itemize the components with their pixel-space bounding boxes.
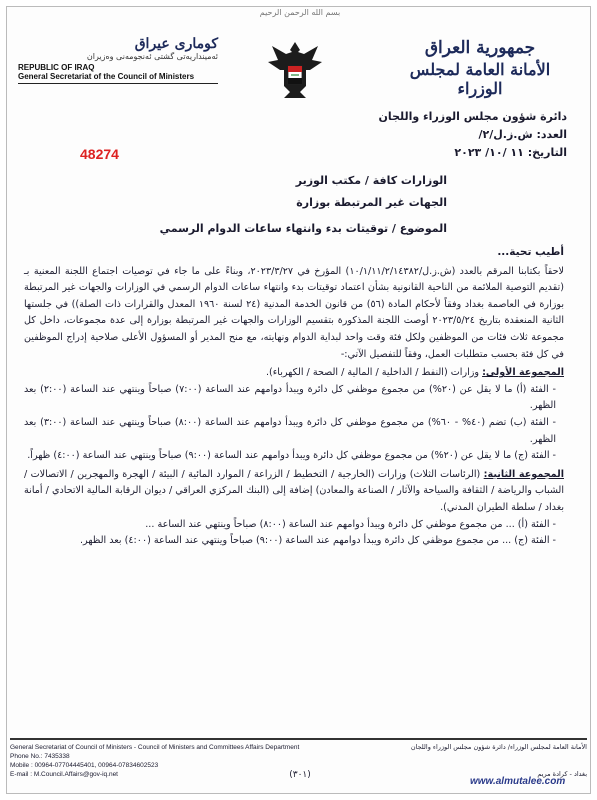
header-republic-ar: جمهورية العراق	[424, 38, 536, 58]
header-republic-en: REPUBLIC OF IRAQ	[18, 63, 95, 72]
page-number: (٣٠١)	[289, 770, 311, 780]
footer-mobile: Mobile : 00964-07704445401, 00964-07834602523	[10, 762, 159, 769]
addressee-line-1: الوزارات كافة / مكتب الوزير	[295, 174, 447, 187]
footer-phone: Phone No.: 7435338	[10, 753, 70, 760]
letter-body	[24, 244, 564, 550]
footer-address-ar: بغداد - كرادة مريم	[537, 770, 587, 778]
header-secretariat-ar: الأمانة العامة لمجلس الوزراء	[409, 60, 551, 98]
department-block	[379, 108, 567, 162]
addressee-line-2: الجهات غير المرتبطة بوزارة	[296, 196, 447, 209]
header-kurdish-title: كومارى عيراق	[134, 36, 218, 52]
footer-dept-ar: الأمانة العامة لمجلس الوزراء/ دائرة شؤون مجلس الوزراء واللجان	[410, 743, 587, 751]
department-name: دائرة شؤون مجلس الوزراء واللجان	[378, 110, 567, 123]
serial-number: 48274	[80, 146, 119, 162]
group-1-heading	[24, 365, 564, 382]
header-left	[18, 36, 218, 84]
footer-dept-en: General Secretariat of Council of Ministers - Council of Ministers and Committees Affairs Department	[10, 744, 300, 751]
group-2-category-c: - الفئة (ج) ... من مجموع موظفي كل دائرة ويبدأ دوامهم عند الساعة (٩:٠٠) صباحاً وينتهي عند الساعة (٤:٠٠) بعد الظهر.	[80, 535, 556, 547]
greeting: أطيب تحية...	[497, 246, 564, 258]
group-1-category-c: - الفئة (ج) ما لا يقل عن (٢٠%) من مجموع موظفي كل دائرة ويبدأ دوامهم عند الساعة (٩:٠٠) صباحاً وينتهي عند الساعة (٤:٠٠) ظهراً.	[27, 450, 556, 462]
site-watermark: www.almutalee.com	[470, 776, 566, 787]
footer-row-3	[10, 761, 587, 770]
group-1-category-a: - الفئة (أ) ما لا يقل عن (٢٠%) من مجموع موظفي كل دائرة ويبدأ دوامهم عند الساعة (٧:٠٠) صباحاً وينتهي عند الساعة (٢:٠٠) بعد الظهر.	[24, 383, 556, 412]
group-2-title: المجموعة الثانية:	[483, 468, 564, 480]
group-2-members: (الرئاسات الثلاث) وزارات (الخارجية / التخطيط / الزراعة / الموارد المائية / البيئة / الهجرة والمهجرين / الاتصالات / الشباب والرياضة / الثقافة والسياحة والآثار / الصناعة والمعادن) إضافة إلى (البنك المركزي العراقي / ديوان الرقابة المالية الاتحادي / أمانة بغداد / سلطة الطيران المدني).	[24, 468, 564, 513]
group-2-category-a: - الفئة (أ) ... من مجموع موظفي كل دائرة ويبدأ دوامهم عند الساعة (٨:٠٠) صباحاً وينتهي عند الساعة ...	[145, 518, 556, 530]
group-1-members: وزارات (النفط / الداخلية / المالية / الصحة / الكهرباء).	[265, 367, 483, 379]
document-date: التاريخ: ١١ /١٠/ ٢٠٢٣	[454, 146, 567, 159]
group-1-title: المجموعة الأولى:	[482, 367, 564, 379]
header-secretariat-en: General Secretariat of the Council of Ministers	[18, 72, 218, 84]
reference-number: العدد: ش.ز.ل/٢/	[478, 128, 567, 141]
top-mark: بسم الله الرحمن الرحيم	[259, 8, 341, 17]
subject-line: الموضوع / توقيتات بدء وانتهاء ساعات الدوام الرسمي	[159, 222, 447, 235]
group-1-category-b: - الفئة (ب) تضم (٤٠% - ٦٠%) من مجموع موظفي كل دائرة ويبدأ دوامهم عند الساعة (٨:٠٠) صباحاً وينتهي عند الساعة (٣:٠٠) بعد الظهر.	[24, 416, 556, 445]
eagle-emblem-icon	[260, 36, 330, 106]
header-right	[385, 38, 575, 98]
footer-row-2	[10, 752, 587, 761]
intro-paragraph: لاحقاً بكتابنا المرقم بالعدد (ش.ز.ل/١٠/١/١١/٢/١٤٣٨٢) المؤرخ في ٢٠٢٣/٣/٢٧، وبناءً على ما جاء في توصيات اجتماع اللجنة المعنية بـ (تقديم التوصية الملائمة من الناحية القانونية بشأن اعتماد توقيتات بدء وانتهاء ساعات الدوام الرسمي في الوزارات والجهات غير المرتبطة بوزارة في العاصمة بغداد وفقاً لأحكام المادة (٥٦) من قانون الخدمة المدنية (٢٤ لسنة ١٩٦٠ المعدل والقرارات ذات الصلة)) في جلستها الثانية المنعقدة بتاريخ ٢٠٢٣/٥/٢٤ أوصت اللجنة المذكورة بتقسيم الوزارات والجهات غير المرتبطة بوزارة إلى عدة مجموعات، داخل كل مجموعة ثلاث فئات من الموظفين ولكل فئة وقت واحد لبداية الدوام ونهايته، مع منح المدير أو المسؤول الأعلى صلاحية إدراج الموظفين في كل فئة بحسب متطلبات العمل، وفقاً للتفصيل الآتي:-	[24, 265, 564, 360]
footer-email: E-mail : M.Council.Affairs@gov-iq.net	[10, 771, 118, 778]
group-2-heading	[24, 467, 564, 517]
footer-row-1	[10, 743, 587, 752]
addressee-block	[296, 170, 447, 214]
header-kurdish-subtitle: ئەمینداریه‌تى گشتى ئه‌نجومه‌نى وه‌زیران	[86, 52, 218, 61]
